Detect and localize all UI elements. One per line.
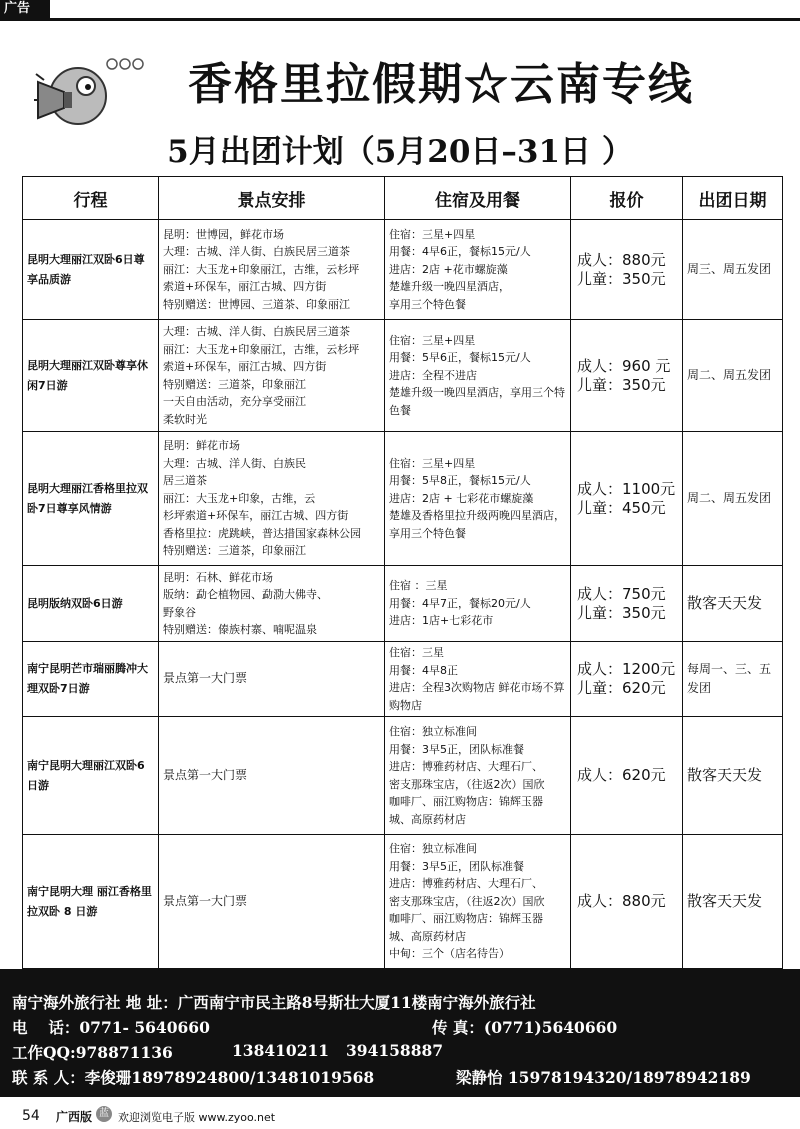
lodging-line: 楚雄升级一晚四星酒店， bbox=[389, 280, 510, 294]
price-cell bbox=[571, 566, 683, 642]
website-link[interactable]: 欢迎浏览电子版 www.zyoo.net bbox=[118, 1111, 276, 1124]
lodging-cell bbox=[385, 717, 571, 835]
price-child: 儿童：620元 bbox=[577, 679, 666, 697]
lodging-cell bbox=[385, 320, 571, 432]
lodging-line: 住宿：三星+四星 bbox=[389, 456, 476, 470]
price-cell bbox=[571, 642, 683, 717]
sight-line: 景点第一大门票 bbox=[163, 893, 248, 908]
sight-line: 丽江：大玉龙+印象丽江，古维，云杉坪 bbox=[163, 342, 360, 356]
header-route: 行程 bbox=[23, 177, 159, 220]
contact-person-1: 联 系 人：李俊珊18978924800/13481019568 bbox=[12, 1068, 375, 1087]
table-row bbox=[23, 835, 783, 969]
lodging-line: 进店：博雅药材店、大理石厂、 bbox=[389, 877, 543, 891]
dates-cell: 散客天天发 bbox=[683, 717, 783, 835]
lodging-cell bbox=[385, 835, 571, 969]
sight-line: 特别赠送：世博园、三道茶、印象丽江 bbox=[163, 297, 350, 311]
price-child: 儿童：350元 bbox=[577, 603, 666, 622]
lodging-line: 进店：博雅药材店、大理石厂、 bbox=[389, 760, 543, 773]
table-row bbox=[23, 642, 783, 717]
table-row bbox=[23, 717, 783, 835]
lodging-line: 用餐：5早6正，餐标15元/人 bbox=[389, 351, 531, 365]
sight-line: 索道+环保车，丽江古城、四方街 bbox=[163, 280, 327, 294]
price-adult: 成人：1100元 bbox=[577, 479, 676, 498]
lodging-line: 住宿：三星+四星 bbox=[389, 227, 476, 241]
lodging-line: 住宿：独立标准间 bbox=[389, 725, 477, 738]
sight-line: 一天自由活动，充分享受丽江 bbox=[163, 395, 306, 408]
sights-cell bbox=[159, 220, 385, 320]
sight-line: 昆明：石林、鲜花市场 bbox=[163, 570, 273, 584]
sight-line: 香格里拉：虎跳峡，普达措国家森林公园 bbox=[163, 526, 361, 540]
dates-cell: 周三、周五发团 bbox=[683, 220, 783, 320]
lodging-cell bbox=[385, 220, 571, 320]
lodging-cell bbox=[385, 566, 571, 642]
sight-line: 版纳：勐仑植物园、勐泐大佛寺、 bbox=[163, 588, 328, 601]
sight-line: 大理：古城、洋人街、白族民 bbox=[163, 456, 306, 470]
sight-line: 野象谷 bbox=[163, 605, 196, 619]
lodging-line: 咖啡厂、丽江购物店：锦辉玉器 bbox=[389, 795, 543, 808]
route-cell: 昆明大理丽江双卧尊享休闲7日游 bbox=[23, 320, 159, 432]
sight-line: 特别赠送：傣族村寨、喃呢温泉 bbox=[163, 623, 317, 636]
ad-tag: 广告 bbox=[0, 0, 50, 18]
sight-line: 柔软时光 bbox=[163, 412, 207, 426]
megaphone-mascot-icon bbox=[34, 52, 144, 130]
dates-cell: 散客天天发 bbox=[683, 566, 783, 642]
sight-line: 特别赠送：三道茶，印象丽江 bbox=[163, 377, 306, 391]
price-child: 儿童：350元 bbox=[577, 375, 666, 394]
sights-cell bbox=[159, 717, 385, 835]
sight-line: 景点第一大门票 bbox=[163, 671, 248, 686]
lodging-line: 用餐：4早7正，餐标20元/人 bbox=[389, 596, 531, 610]
sight-line: 大理：古城、洋人街、白族民居三道茶 bbox=[163, 325, 350, 338]
sight-line: 昆明：鲜花市场 bbox=[163, 439, 240, 453]
lodging-line: 住宿：三星+四星 bbox=[389, 333, 476, 347]
lodging-line: 住宿：三星 bbox=[389, 646, 444, 659]
lodging-line: 用餐：5早8正，餐标15元/人 bbox=[389, 474, 531, 488]
table-header-row bbox=[23, 177, 783, 220]
sight-line: 丽江：大玉龙+印象，古维，云 bbox=[163, 491, 316, 505]
route-cell: 昆明大理丽江双卧6日尊享品质游 bbox=[23, 220, 159, 320]
price-cell bbox=[571, 432, 683, 566]
price-adult: 成人：1200元 bbox=[577, 660, 676, 678]
price-adult: 成人：750元 bbox=[577, 584, 666, 603]
dates-cell: 周二、周五发团 bbox=[683, 432, 783, 566]
sight-line: 昆明：世博园，鲜花市场 bbox=[163, 227, 284, 241]
sight-line: 特别赠送：三道茶，印象丽江 bbox=[163, 544, 306, 558]
sights-cell bbox=[159, 835, 385, 969]
top-rule bbox=[0, 18, 800, 21]
lodging-line: 用餐：3早5正，团队标准餐 bbox=[389, 859, 524, 873]
price-cell bbox=[571, 220, 683, 320]
header-dates: 出团日期 bbox=[683, 177, 783, 220]
lodging-line: 楚雄升级一晚四星酒店，享用三个特色餐 bbox=[389, 386, 565, 417]
dates-cell: 散客天天发 bbox=[683, 835, 783, 969]
lodging-line: 用餐：4早8正 bbox=[389, 663, 458, 677]
lodging-line: 住宿：独立标准间 bbox=[389, 842, 477, 856]
lodging-line: 楚雄及香格里拉升级两晚四星酒店，享用三个特色餐 bbox=[389, 509, 565, 540]
sight-line: 居三道茶 bbox=[163, 474, 207, 488]
route-cell: 昆明大理丽江香格里拉双卧7日尊享风情游 bbox=[23, 432, 159, 566]
sight-line: 杉坪索道+环保车，丽江古城、四方街 bbox=[163, 509, 349, 523]
price-adult: 成人：620元 bbox=[577, 766, 666, 784]
page-title: 香格里拉假期☆云南专线 bbox=[188, 59, 694, 110]
price-cell bbox=[571, 717, 683, 835]
sights-cell bbox=[159, 320, 385, 432]
lodging-line: 进店：全程3次购物店 鲜花市场不算购物店 bbox=[389, 681, 565, 712]
route-cell: 昆明版纳双卧6日游 bbox=[23, 566, 159, 642]
lodging-line: 住宿 ：三星 bbox=[389, 579, 448, 593]
lodging-line: 进店：1店+七彩花市 bbox=[389, 614, 494, 628]
lodging-line: 密支那珠宝店，（往返2次）国欣 bbox=[389, 777, 545, 791]
sight-line: 丽江：大玉龙+印象丽江，古维，云杉坪 bbox=[163, 262, 360, 276]
route-cell: 南宁昆明大理丽江双卧6日游 bbox=[23, 717, 159, 835]
tour-plan-table bbox=[22, 176, 783, 969]
agency-address: 南宁海外旅行社 地 址：广西南宁市民主路8号斯壮大厦11楼南宁海外旅行社 bbox=[12, 993, 536, 1012]
lodging-line: 中甸：三个（店名待告） bbox=[389, 947, 510, 961]
sights-cell bbox=[159, 642, 385, 717]
header-sights: 景点安排 bbox=[159, 177, 385, 220]
price-adult: 成人：960 元 bbox=[577, 356, 671, 375]
price-cell bbox=[571, 835, 683, 969]
lodging-line: 咖啡厂、丽江购物店：锦辉玉器 bbox=[389, 912, 543, 926]
table-row bbox=[23, 432, 783, 566]
price-adult: 成人：880元 bbox=[577, 250, 666, 269]
page-subtitle: 5月出团计划（5月20日–31日 ） bbox=[167, 134, 633, 170]
lodging-line: 进店：2店 + 七彩花市螺旋藻 bbox=[389, 491, 534, 505]
edition-label: 广西版 bbox=[56, 1110, 93, 1124]
lodging-line: 享用三个特色餐 bbox=[389, 297, 466, 311]
dates-cell: 每周一、三、五发团 bbox=[683, 642, 783, 717]
lodging-line: 密支那珠宝店，（往返2次）国欣 bbox=[389, 894, 545, 908]
dates-cell: 周二、周五发团 bbox=[683, 320, 783, 432]
contact-footer bbox=[0, 969, 800, 1097]
brand-logo-icon: 蓝 bbox=[96, 1106, 112, 1122]
lodging-line: 城、高原药材店 bbox=[389, 812, 466, 826]
sights-cell bbox=[159, 566, 385, 642]
price-child: 儿童：450元 bbox=[577, 498, 666, 517]
header-price: 报价 bbox=[571, 177, 683, 220]
price-cell bbox=[571, 320, 683, 432]
table-row bbox=[23, 220, 783, 320]
price-child: 儿童：350元 bbox=[577, 269, 666, 288]
lodging-line: 城、高原药材店 bbox=[389, 929, 466, 943]
qq-number-2: 138410211 bbox=[232, 1041, 330, 1060]
header-lodging: 住宿及用餐 bbox=[385, 177, 571, 220]
phone: 电 话：0771- 5640660 bbox=[12, 1018, 210, 1037]
table-row bbox=[23, 320, 783, 432]
sight-line: 大理：古城、洋人街、白族民居三道茶 bbox=[163, 245, 350, 259]
lodging-line: 进店：2店 +花市螺旋藻 bbox=[389, 262, 508, 276]
qq-number-3: 394158887 bbox=[346, 1041, 444, 1060]
lodging-line: 进店：全程不进店 bbox=[389, 368, 477, 382]
lodging-cell bbox=[385, 642, 571, 717]
contact-person-2: 梁静怡 15978194320/18978942189 bbox=[456, 1068, 751, 1087]
table-row bbox=[23, 566, 783, 642]
page-number: 54 bbox=[22, 1108, 40, 1124]
lodging-cell bbox=[385, 432, 571, 566]
lodging-line: 用餐：4早6正，餐标15元/人 bbox=[389, 245, 531, 259]
fax: 传 真：(0771)5640660 bbox=[432, 1018, 618, 1037]
sight-line: 索道+环保车，丽江古城、四方街 bbox=[163, 360, 327, 373]
price-adult: 成人：880元 bbox=[577, 892, 666, 910]
page-footer-bar bbox=[0, 1100, 800, 1129]
lodging-line: 用餐：3早5正，团队标准餐 bbox=[389, 742, 524, 756]
sights-cell bbox=[159, 432, 385, 566]
qq-numbers: 工作QQ:978871136 bbox=[12, 1043, 173, 1062]
route-cell: 南宁昆明大理 丽江香格里拉双卧 8 日游 bbox=[23, 835, 159, 969]
route-cell: 南宁昆明芒市瑞丽腾冲大理双卧7日游 bbox=[23, 642, 159, 717]
sight-line: 景点第一大门票 bbox=[163, 767, 248, 782]
